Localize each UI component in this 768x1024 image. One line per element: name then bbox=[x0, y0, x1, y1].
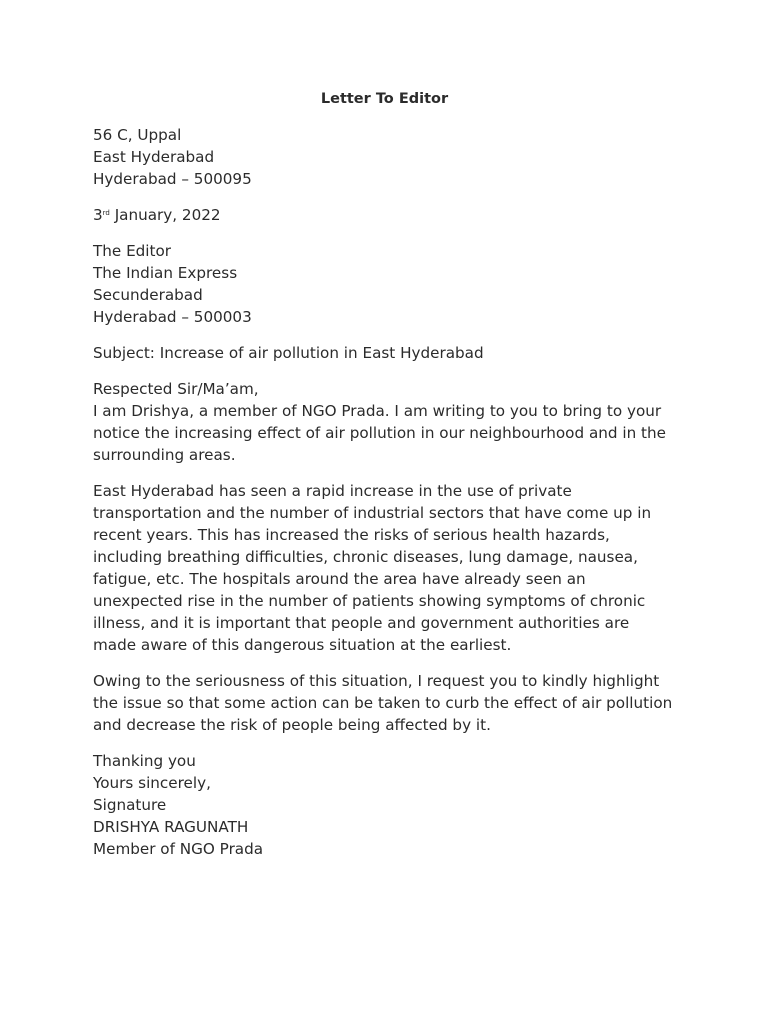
recipient-address-line: Hyderabad – 500003 bbox=[93, 308, 252, 326]
body-paragraph-2 bbox=[93, 480, 676, 656]
recipient-address-line: The Indian Express bbox=[93, 264, 238, 282]
body-paragraph-1 bbox=[93, 378, 676, 466]
sender-address bbox=[93, 124, 676, 190]
sender-name: DRISHYA RAGUNATH bbox=[93, 818, 249, 836]
date-suffix: rd bbox=[102, 209, 110, 217]
closing-line: Thanking you bbox=[93, 752, 196, 770]
recipient-address-line: Secunderabad bbox=[93, 286, 203, 304]
signature: Signature bbox=[93, 796, 167, 814]
date-day: 3 bbox=[93, 206, 103, 224]
date-rest: January, 2022 bbox=[109, 206, 221, 224]
letter-date bbox=[93, 204, 676, 226]
sender-address-line: 56 C, Uppal bbox=[93, 126, 182, 144]
sender-designation: Member of NGO Prada bbox=[93, 840, 264, 858]
paragraph-text: East Hyderabad has seen a rapid increase in the use of private transportation and the number of industrial sectors that have come up in recent years. This has increased the risks of serious health hazards, including breathing difficulties, chronic diseases, lung damage, nausea, fatigue, etc. The hospitals around the area have already seen an unexpected rise in the number of patients showing symptoms of chronic illness, and it is important that people and government authorities are made aware of this dangerous situation at the earliest. bbox=[93, 482, 652, 654]
sender-address-line: East Hyderabad bbox=[93, 148, 215, 166]
letter-closing bbox=[93, 750, 676, 860]
body-paragraph-3 bbox=[93, 670, 676, 736]
letter-subject: Subject: Increase of air pollution in East Hyderabad bbox=[93, 344, 484, 362]
closing-line: Yours sincerely, bbox=[93, 774, 211, 792]
salutation: Respected Sir/Ma’am, bbox=[93, 380, 259, 398]
sender-address-line: Hyderabad – 500095 bbox=[93, 170, 252, 188]
letter-title: Letter To Editor bbox=[320, 91, 449, 107]
paragraph-text: I am Drishya, a member of NGO Prada. I am writing to you to bring to your notice the increasing effect of air pollution in our neighbourhood and in the surrounding areas. bbox=[93, 402, 666, 464]
recipient-address bbox=[93, 240, 676, 328]
recipient-address-line: The Editor bbox=[93, 242, 172, 260]
paragraph-text: Owing to the seriousness of this situation, I request you to kindly highlight the issue so that some action can be taken to curb the effect of air pollution and decrease the risk of people being affected by it. bbox=[93, 672, 673, 734]
